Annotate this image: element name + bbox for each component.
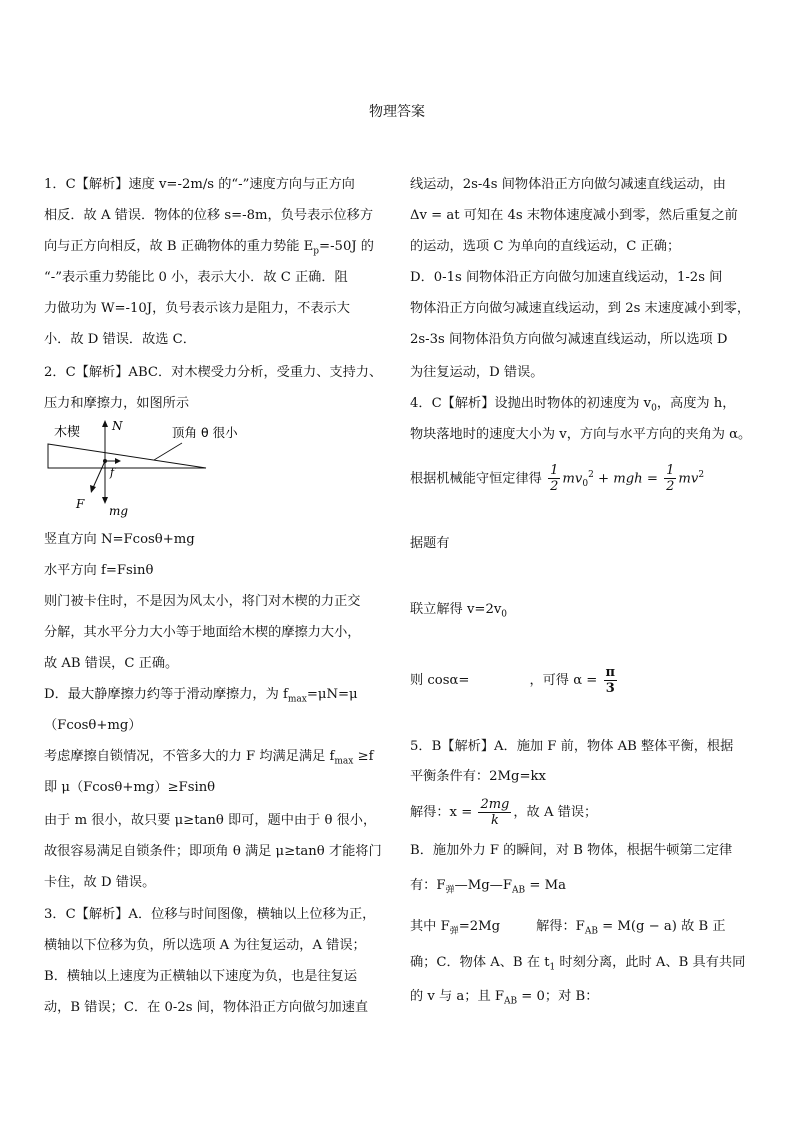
wedge-force-diagram xyxy=(42,418,257,523)
q5-line-2: 平衡条件有：2Mg=kx xyxy=(410,769,546,784)
q4-line-4: 据题有 xyxy=(410,536,450,551)
q3c-line-2: Δv = at 可知在 4s 末物体速度减小到零，然后重复之前 xyxy=(410,208,738,223)
wedge-label: 木楔 xyxy=(54,425,81,440)
q1-line-2: 相反．故 A 错误．物体的位移 s=-8m，负号表示位移方 xyxy=(44,208,374,223)
q2-p2: 分解，其水平分力大小等于地面给木楔的摩擦力大小， xyxy=(44,625,361,640)
q5-line-3: 解得：x = $\frac{2mg}{k}$ ，故 A 错误； xyxy=(410,797,598,828)
q1-line-3: 向与正方向相反，故 B 正确物体的重力势能 $E_p=-50J$ 的 xyxy=(44,239,374,257)
q5-line-1: 5．B【解析】A．施加 F 前，物体 AB 整体平衡，根据 xyxy=(410,739,734,754)
angle-pointer xyxy=(154,443,182,460)
q5-line-8: 的 v 与 a；且 $F_{AB} = 0$；对 B： xyxy=(410,989,599,1007)
q5-line-5: 有：$F_弹—Mg—F_{AB} = Ma$ xyxy=(410,878,566,896)
q2-d5: 由于 m 很小，故只要 μ≥tanθ 即可，题中由于 θ 很小， xyxy=(44,813,377,828)
F-label: F xyxy=(76,497,85,511)
q2-line-2: 压力和摩擦力，如图所示 xyxy=(44,396,190,411)
q2-d4: 即 μ（Fcosθ+mg）≥Fsinθ xyxy=(44,780,216,795)
f-label: f xyxy=(110,466,115,479)
q5-line-4: B．施加外力 F 的瞬间，对 B 物体，根据牛顿第二定律 xyxy=(410,843,733,858)
q2-d2: （Fcosθ+mg） xyxy=(44,718,142,733)
q4-line-1: 4．C【解析】设抛出时物体的初速度为 $v_0$，高度为 h， xyxy=(410,396,736,414)
q4-line-2: 物块落地时的速度大小为 v，方向与水平方向的夹角为 α。 xyxy=(410,427,752,442)
q1-line-1: 1．C【解析】速度 v=-2m/s 的“-”速度方向与正方向 xyxy=(44,177,355,192)
q3c-line-6: 2s-3s 间物体沿负方向做匀减速直线运动，所以选项 D xyxy=(410,332,728,347)
press-force-arrow xyxy=(92,461,105,490)
q2-vertical: 竖直方向 N=Fcosθ+mg xyxy=(44,532,195,547)
q5-line-6: 其中 $F_弹=2Mg$ 解得：$F_{AB} = M(g - a)$ 故 B 正 xyxy=(410,919,726,937)
q1-line-6: 小．故 D 错误．故选 C． xyxy=(44,332,196,347)
q2-p3: 故 AB 错误，C 正确。 xyxy=(44,656,179,671)
q2-d7: 卡住，故 D 错误。 xyxy=(44,875,156,890)
wedge-shape xyxy=(48,444,206,468)
q3c-line-4: D．0-1s 间物体沿正方向做匀加速直线运动，1-2s 间 xyxy=(410,270,723,285)
q3c-line-5: 物体沿正方向做匀减速直线运动，到 2s 末速度减小到零， xyxy=(410,301,751,316)
q2-horizontal: 水平方向 f=Fsinθ xyxy=(44,563,154,578)
fraction-pi-3: $\frac{\pi}{3}$ xyxy=(605,665,616,696)
q2-d6: 故很容易满足自锁条件；即项角 θ 满足 μ≥tanθ 才能将门 xyxy=(44,844,382,859)
q4-line-6: 则 cosα= ，可得 α = $\frac{\pi}{3}$ xyxy=(410,665,616,696)
q2-d1: D．最大静摩擦力约等于滑动摩擦力，为 $f_{max}=\mu N=\mu$ xyxy=(44,687,358,705)
page-title: 物理答案 xyxy=(369,104,425,120)
q2-p1: 则门被卡住时，不是因为风太小，将门对木楔的力正交 xyxy=(44,594,361,609)
fraction-half-2: $\frac{1}{2}$ xyxy=(666,463,675,495)
q1-line-4: “-”表示重力势能比 0 小，表示大小．故 C 正确．阻 xyxy=(44,270,348,285)
angle-label: 顶角 θ 很小 xyxy=(172,425,238,440)
q3-line-2: 横轴以下位移为负，所以选项 A 为往复运动，A 错误； xyxy=(44,938,366,953)
q3c-line-7: 为往复运动，D 错误。 xyxy=(410,365,544,380)
q2-d3: 考虑摩擦自锁情况，不管多大的力 F 均满足满足 $f_{max} \ge f$ xyxy=(44,749,374,767)
q3-line-4: 动，B 错误；C．在 0-2s 间，物体沿正方向做匀加速直 xyxy=(44,1000,369,1015)
q3-line-3: B．横轴以上速度为正横轴以下速度为负，也是往复运 xyxy=(44,969,358,984)
n-label: N xyxy=(112,419,123,433)
q4-line-3: 根据机械能守恒定律得 $\frac{1}{2}$ $mv_0^2$ + mgh = $\frac{1}{2}$ $mv^2$ xyxy=(410,463,705,495)
q3c-line-3: 的运动，选项 C 为单向的直线运动，C 正确； xyxy=(410,239,681,254)
fraction-2mg-k: $\frac{2mg}{k}$ xyxy=(480,797,510,828)
fraction-half: $\frac{1}{2}$ xyxy=(550,463,559,495)
q2-line-1: 2．C【解析】ABC．对木楔受力分析，受重力、支持力、 xyxy=(44,365,383,380)
q5-line-7: 确；C．物体 A、B 在 $t_1$ 时刻分离，此时 A、B 具有共同 xyxy=(410,955,746,973)
q3-line-1: 3．C【解析】A．位移与时间图像，横轴以上位移为正， xyxy=(44,907,376,922)
q1-line-5: 力做功为 W=-10J，负号表示该力是阻力，不表示大 xyxy=(44,301,350,316)
mg-label: mg xyxy=(109,504,129,518)
q4-line-5: 联立解得 $v=2v_0$ xyxy=(410,602,508,620)
q3c-line-1: 线运动，2s-4s 间物体沿正方向做匀减速直线运动，由 xyxy=(410,177,726,192)
